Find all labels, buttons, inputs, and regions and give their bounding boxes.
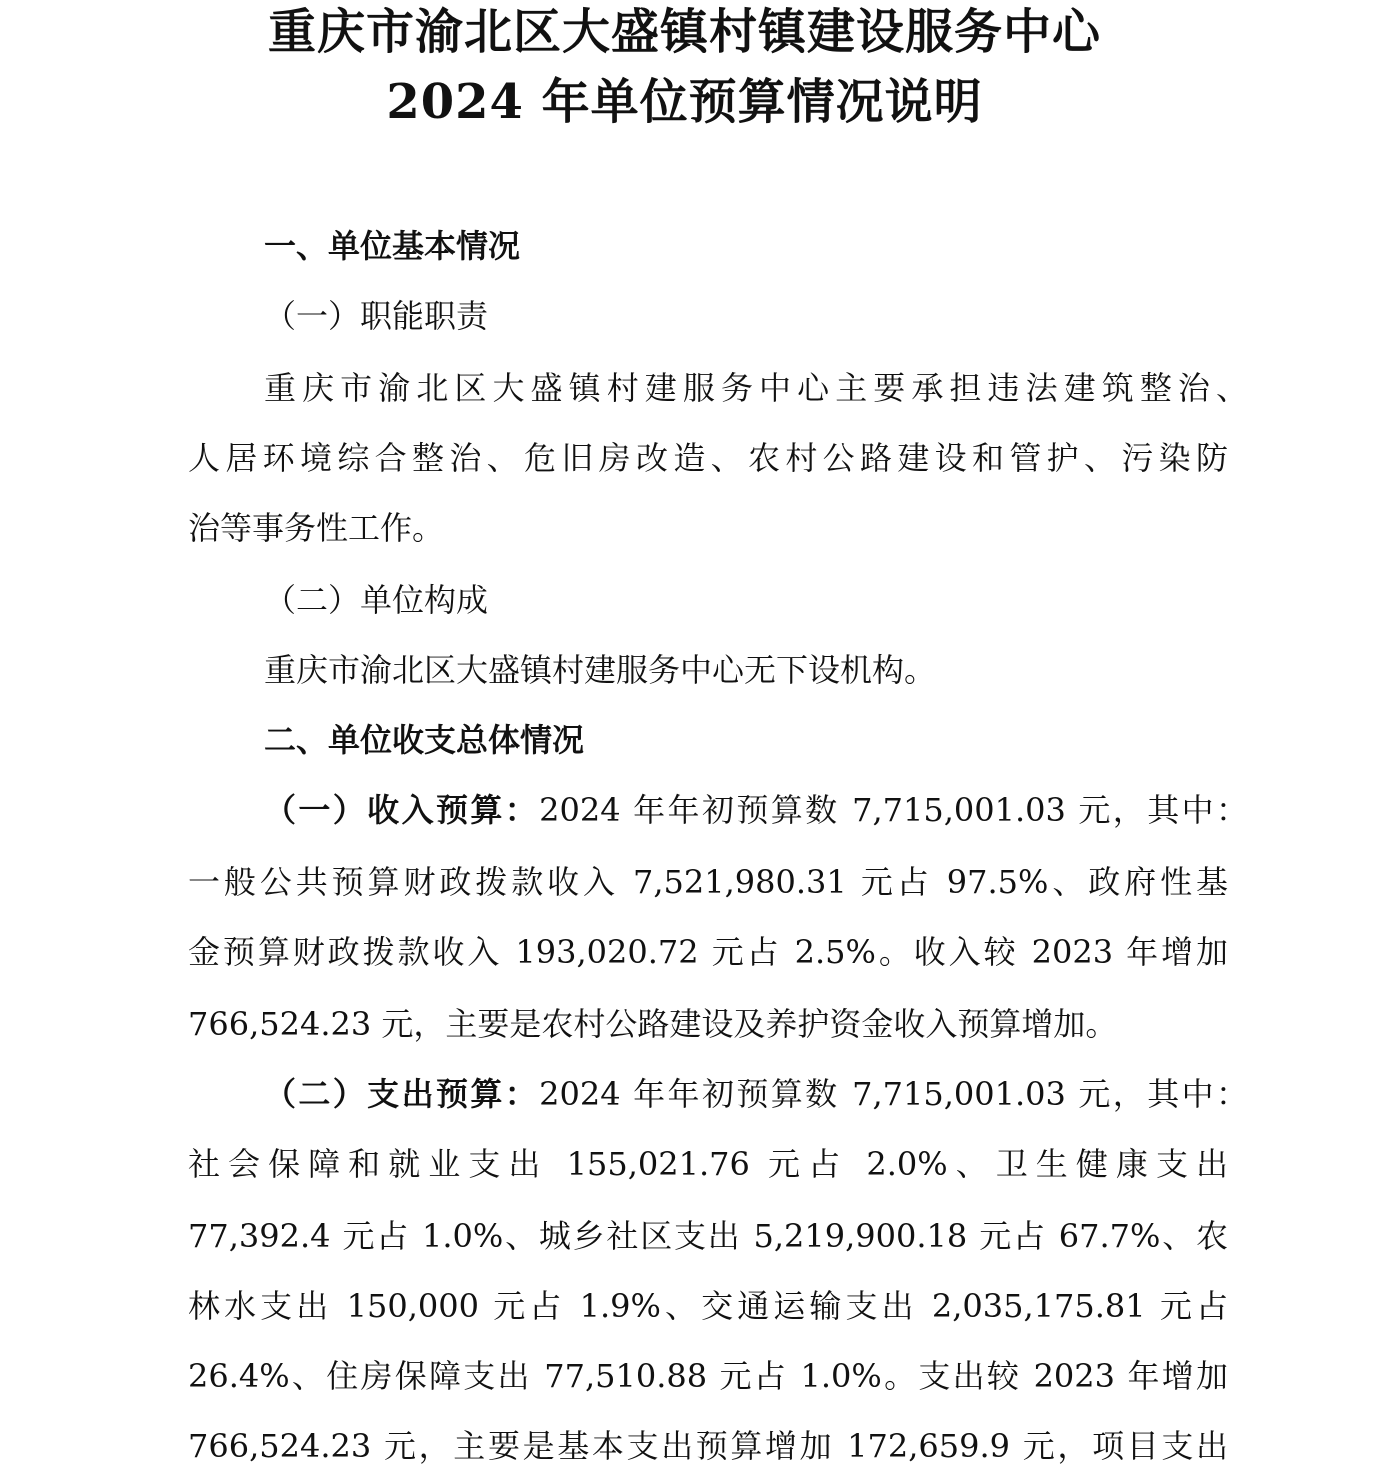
document-title-line-1: 重庆市渝北区大盛镇村镇建设服务中心 — [267, 4, 1101, 60]
expense-label: （二）支出预算： — [264, 1075, 540, 1113]
paragraph-line: 77,392.4 元占 1.0%、城乡社区支出 5,219,900.18 元占 67.7%、农 — [188, 1217, 1228, 1255]
paragraph-line: 林水支出 150,000 元占 1.9%、交通运输支出 2,035,175.81 元占 — [188, 1287, 1228, 1325]
income-line-text: 2024 年年初预算数 7,715,001.03 元，其中： — [539, 791, 1248, 829]
paragraph-line: 重庆市渝北区大盛镇村建服务中心主要承担违法建筑整治、 — [264, 369, 1248, 407]
subsection-heading-structure: （二）单位构成 — [264, 581, 489, 619]
subsection-heading-duties: （一）职能职责 — [264, 297, 489, 335]
paragraph-line: 一般公共预算财政拨款收入 7,521,980.31 元占 97.5%、政府性基 — [188, 863, 1228, 901]
paragraph-line: 766,524.23 元，主要是基本支出预算增加 172,659.9 元，项目支出 — [188, 1427, 1228, 1465]
expense-line-text: 2024 年年初预算数 7,715,001.03 元，其中： — [539, 1075, 1248, 1113]
document-title-line-2: 2024 年单位预算情况说明 — [386, 74, 983, 130]
paragraph-line: 26.4%、住房保障支出 77,510.88 元占 1.0%。支出较 2023 年增加 — [188, 1357, 1228, 1395]
section-heading-basic-info: 一、单位基本情况 — [264, 227, 521, 265]
paragraph-line: 治等事务性工作。 — [188, 509, 445, 547]
paragraph-line: 重庆市渝北区大盛镇村建服务中心无下设机构。 — [264, 651, 937, 689]
paragraph-line: 社会保障和就业支出 155,021.76 元占 2.0%、卫生健康支出 — [188, 1145, 1228, 1183]
section-heading-budget-overview: 二、单位收支总体情况 — [264, 721, 585, 759]
income-label: （一）收入预算： — [264, 791, 540, 829]
income-paragraph-first-line — [264, 786, 1248, 834]
paragraph-line: 766,524.23 元，主要是农村公路建设及养护资金收入预算增加。 — [188, 1005, 1118, 1043]
paragraph-line: 人居环境综合整治、危旧房改造、农村公路建设和管护、污染防 — [188, 439, 1228, 477]
paragraph-line: 金预算财政拨款收入 193,020.72 元占 2.5%。收入较 2023 年增加 — [188, 933, 1228, 971]
expense-paragraph-first-line — [264, 1070, 1248, 1118]
